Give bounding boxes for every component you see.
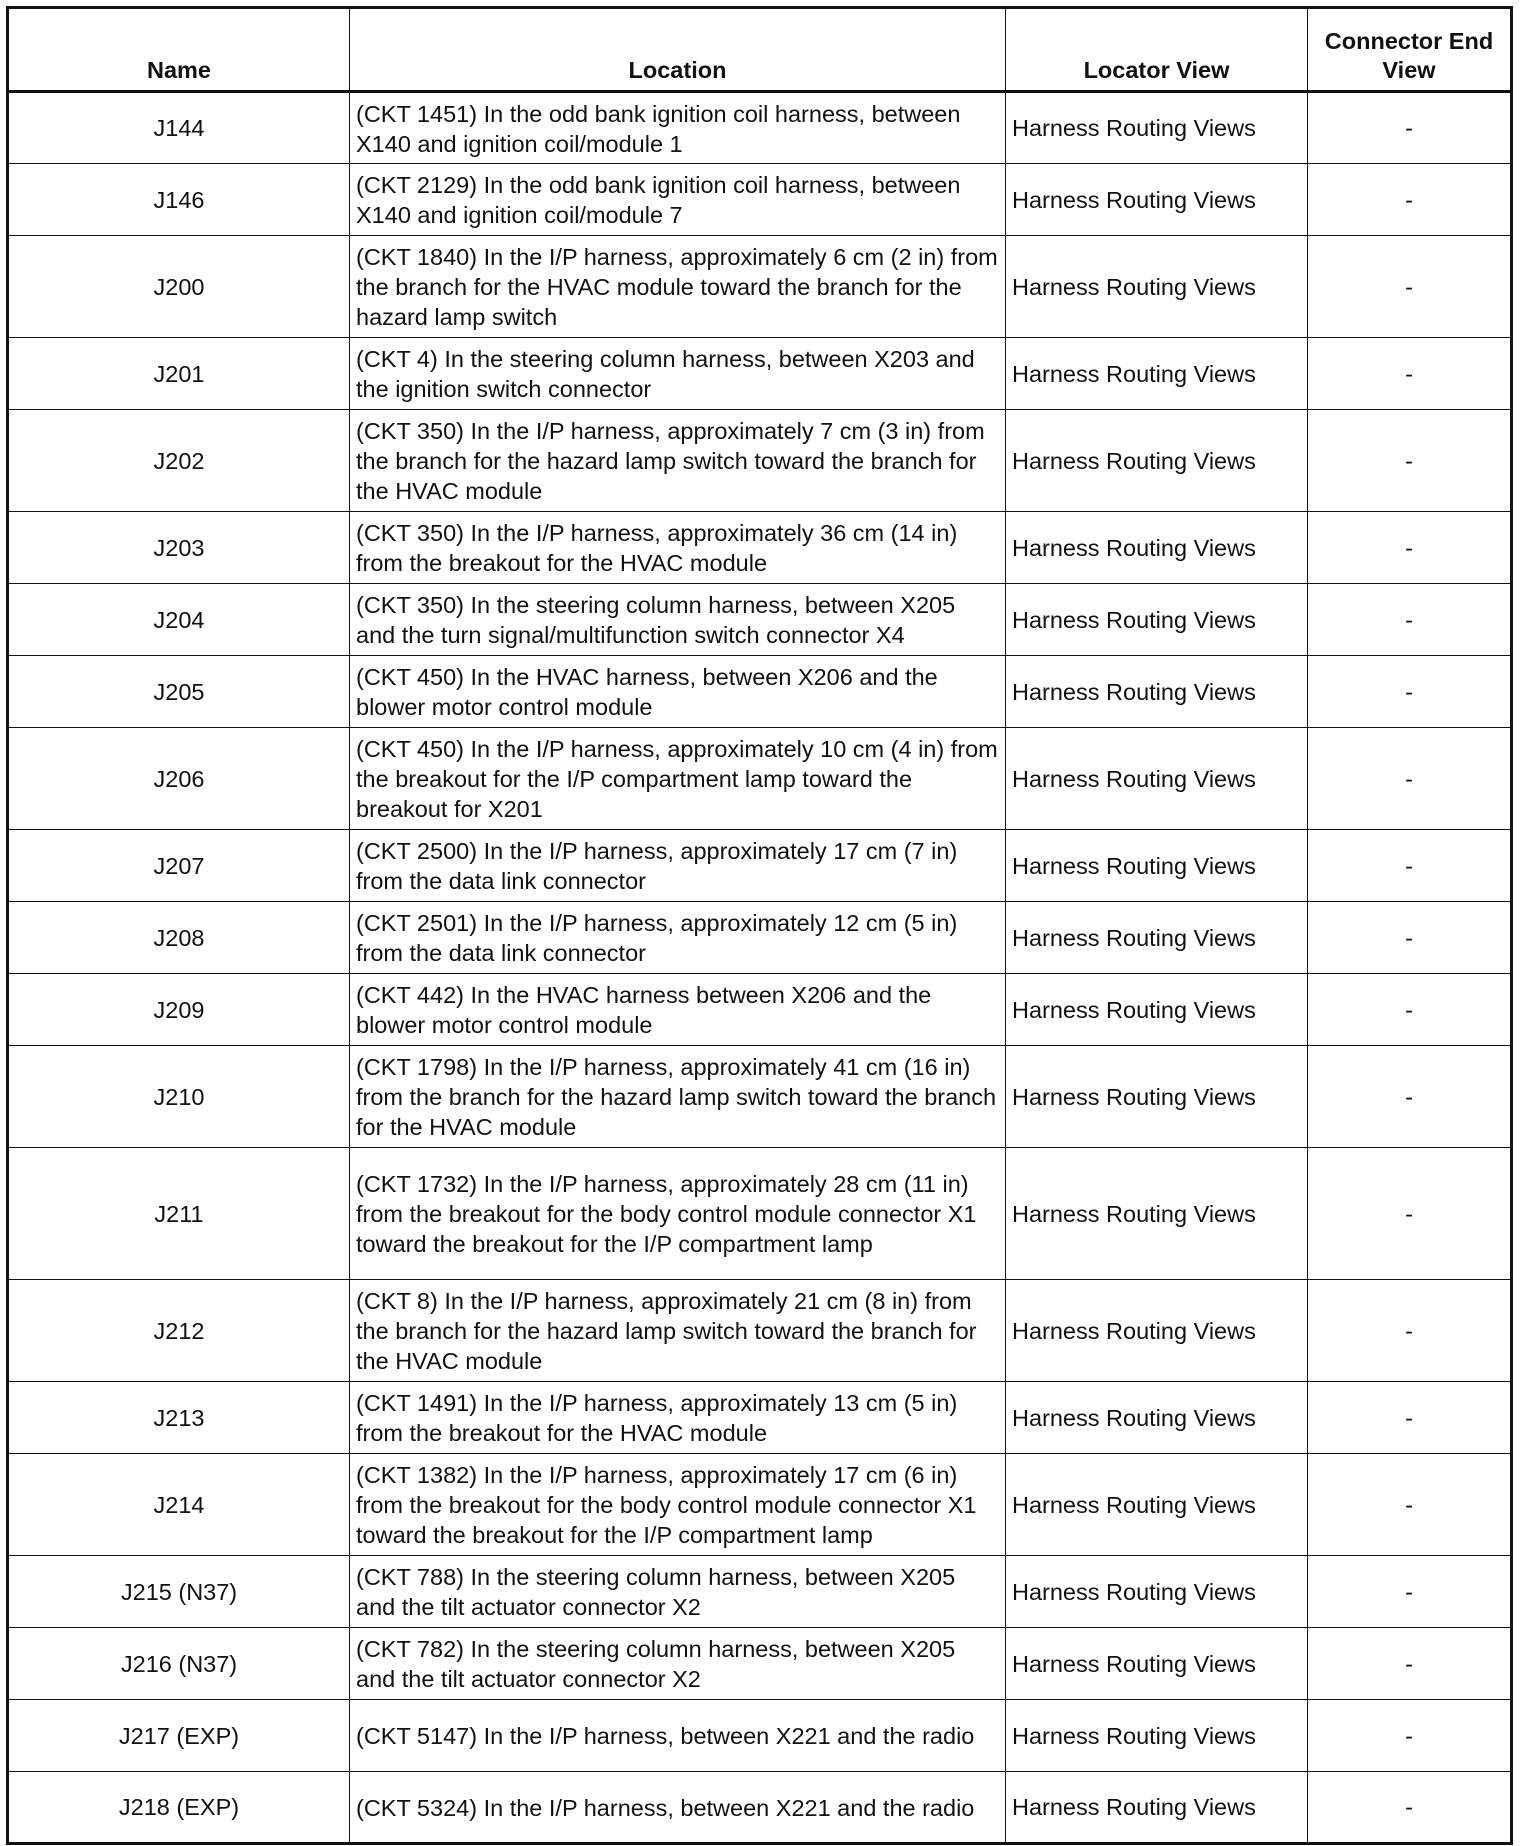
table-row bbox=[8, 902, 1512, 974]
cell-locator-view: Harness Routing Views bbox=[1006, 1700, 1308, 1772]
cell-connector-end-view: - bbox=[1308, 656, 1512, 728]
cell-locator-view: Harness Routing Views bbox=[1006, 410, 1308, 512]
cell-name: J209 bbox=[8, 974, 350, 1046]
table-row bbox=[8, 410, 1512, 512]
cell-location: (CKT 350) In the I/P harness, approximately 36 cm (14 in) from the breakout for the HVAC module bbox=[350, 512, 1006, 584]
cell-name: J200 bbox=[8, 236, 350, 338]
cell-name: J207 bbox=[8, 830, 350, 902]
cell-locator-view: Harness Routing Views bbox=[1006, 584, 1308, 656]
cell-connector-end-view: - bbox=[1308, 1628, 1512, 1700]
cell-location: (CKT 782) In the steering column harness, between X205 and the tilt actuator connector X2 bbox=[350, 1628, 1006, 1700]
cell-location: (CKT 788) In the steering column harness, between X205 and the tilt actuator connector X2 bbox=[350, 1556, 1006, 1628]
cell-connector-end-view: - bbox=[1308, 236, 1512, 338]
cell-connector-end-view: - bbox=[1308, 1700, 1512, 1772]
cell-name: J212 bbox=[8, 1280, 350, 1382]
cell-locator-view: Harness Routing Views bbox=[1006, 236, 1308, 338]
cell-name: J205 bbox=[8, 656, 350, 728]
cell-connector-end-view: - bbox=[1308, 338, 1512, 410]
cell-locator-view: Harness Routing Views bbox=[1006, 1382, 1308, 1454]
cell-connector-end-view: - bbox=[1308, 830, 1512, 902]
cell-name: J216 (N37) bbox=[8, 1628, 350, 1700]
cell-locator-view: Harness Routing Views bbox=[1006, 830, 1308, 902]
table-row bbox=[8, 1148, 1512, 1280]
table-row bbox=[8, 1382, 1512, 1454]
cell-name: J214 bbox=[8, 1454, 350, 1556]
table-row bbox=[8, 92, 1512, 164]
header-name: Name bbox=[8, 8, 350, 92]
cell-connector-end-view: - bbox=[1308, 410, 1512, 512]
table-row bbox=[8, 1700, 1512, 1772]
cell-name: J211 bbox=[8, 1148, 350, 1280]
cell-locator-view: Harness Routing Views bbox=[1006, 164, 1308, 236]
cell-locator-view: Harness Routing Views bbox=[1006, 1046, 1308, 1148]
table-row bbox=[8, 164, 1512, 236]
cell-name: J218 (EXP) bbox=[8, 1772, 350, 1844]
cell-connector-end-view: - bbox=[1308, 584, 1512, 656]
cell-location: (CKT 1798) In the I/P harness, approximately 41 cm (16 in) from the branch for the hazard lamp switch toward the branch for the HVAC module bbox=[350, 1046, 1006, 1148]
cell-connector-end-view: - bbox=[1308, 512, 1512, 584]
table-row bbox=[8, 512, 1512, 584]
cell-name: J215 (N37) bbox=[8, 1556, 350, 1628]
cell-connector-end-view: - bbox=[1308, 1454, 1512, 1556]
cell-locator-view: Harness Routing Views bbox=[1006, 656, 1308, 728]
splice-location-table bbox=[6, 6, 1513, 1845]
cell-locator-view: Harness Routing Views bbox=[1006, 728, 1308, 830]
table-row bbox=[8, 1046, 1512, 1148]
cell-locator-view: Harness Routing Views bbox=[1006, 1454, 1308, 1556]
cell-name: J213 bbox=[8, 1382, 350, 1454]
table-row bbox=[8, 830, 1512, 902]
cell-name: J210 bbox=[8, 1046, 350, 1148]
cell-location: (CKT 1382) In the I/P harness, approximately 17 cm (6 in) from the breakout for the body control module connector X1 toward the breakout for the I/P compartment lamp bbox=[350, 1454, 1006, 1556]
cell-location: (CKT 1732) In the I/P harness, approximately 28 cm (11 in) from the breakout for the body control module connector X1 toward the breakout for the I/P compartment lamp bbox=[350, 1148, 1006, 1280]
table-row bbox=[8, 656, 1512, 728]
cell-location: (CKT 350) In the I/P harness, approximately 7 cm (3 in) from the branch for the hazard lamp switch toward the branch for the HVAC module bbox=[350, 410, 1006, 512]
cell-name: J217 (EXP) bbox=[8, 1700, 350, 1772]
cell-location: (CKT 2500) In the I/P harness, approximately 17 cm (7 in) from the data link connector bbox=[350, 830, 1006, 902]
header-locator-view: Locator View bbox=[1006, 8, 1308, 92]
table-body bbox=[8, 92, 1512, 1844]
table-row bbox=[8, 1628, 1512, 1700]
cell-name: J206 bbox=[8, 728, 350, 830]
cell-connector-end-view: - bbox=[1308, 164, 1512, 236]
table-row bbox=[8, 1454, 1512, 1556]
cell-locator-view: Harness Routing Views bbox=[1006, 1280, 1308, 1382]
cell-connector-end-view: - bbox=[1308, 974, 1512, 1046]
cell-connector-end-view: - bbox=[1308, 1772, 1512, 1844]
table-row bbox=[8, 728, 1512, 830]
cell-location: (CKT 5324) In the I/P harness, between X221 and the radio bbox=[350, 1772, 1006, 1844]
header-location: Location bbox=[350, 8, 1006, 92]
cell-location: (CKT 1840) In the I/P harness, approximately 6 cm (2 in) from the branch for the HVAC module toward the branch for the hazard lamp switch bbox=[350, 236, 1006, 338]
cell-name: J144 bbox=[8, 92, 350, 164]
cell-name: J204 bbox=[8, 584, 350, 656]
cell-connector-end-view: - bbox=[1308, 728, 1512, 830]
cell-name: J202 bbox=[8, 410, 350, 512]
header-row bbox=[8, 8, 1512, 92]
cell-connector-end-view: - bbox=[1308, 1046, 1512, 1148]
cell-location: (CKT 8) In the I/P harness, approximately 21 cm (8 in) from the branch for the hazard lamp switch toward the branch for the HVAC module bbox=[350, 1280, 1006, 1382]
cell-location: (CKT 4) In the steering column harness, between X203 and the ignition switch connector bbox=[350, 338, 1006, 410]
cell-locator-view: Harness Routing Views bbox=[1006, 512, 1308, 584]
cell-location: (CKT 442) In the HVAC harness between X206 and the blower motor control module bbox=[350, 974, 1006, 1046]
cell-connector-end-view: - bbox=[1308, 1148, 1512, 1280]
cell-locator-view: Harness Routing Views bbox=[1006, 1628, 1308, 1700]
cell-name: J208 bbox=[8, 902, 350, 974]
cell-locator-view: Harness Routing Views bbox=[1006, 974, 1308, 1046]
cell-connector-end-view: - bbox=[1308, 1280, 1512, 1382]
cell-locator-view: Harness Routing Views bbox=[1006, 1148, 1308, 1280]
table-row bbox=[8, 236, 1512, 338]
cell-location: (CKT 2129) In the odd bank ignition coil harness, between X140 and ignition coil/module 7 bbox=[350, 164, 1006, 236]
cell-location: (CKT 450) In the HVAC harness, between X206 and the blower motor control module bbox=[350, 656, 1006, 728]
table-row bbox=[8, 1280, 1512, 1382]
table-row bbox=[8, 584, 1512, 656]
table-row bbox=[8, 974, 1512, 1046]
cell-connector-end-view: - bbox=[1308, 1382, 1512, 1454]
cell-locator-view: Harness Routing Views bbox=[1006, 338, 1308, 410]
cell-name: J146 bbox=[8, 164, 350, 236]
cell-locator-view: Harness Routing Views bbox=[1006, 1556, 1308, 1628]
table-row bbox=[8, 338, 1512, 410]
cell-name: J201 bbox=[8, 338, 350, 410]
table-row bbox=[8, 1556, 1512, 1628]
cell-location: (CKT 450) In the I/P harness, approximately 10 cm (4 in) from the breakout for the I/P compartment lamp toward the breakout for X201 bbox=[350, 728, 1006, 830]
cell-locator-view: Harness Routing Views bbox=[1006, 1772, 1308, 1844]
cell-connector-end-view: - bbox=[1308, 902, 1512, 974]
cell-locator-view: Harness Routing Views bbox=[1006, 92, 1308, 164]
cell-location: (CKT 1451) In the odd bank ignition coil harness, between X140 and ignition coil/module 1 bbox=[350, 92, 1006, 164]
cell-connector-end-view: - bbox=[1308, 92, 1512, 164]
cell-name: J203 bbox=[8, 512, 350, 584]
cell-location: (CKT 2501) In the I/P harness, approximately 12 cm (5 in) from the data link connector bbox=[350, 902, 1006, 974]
cell-location: (CKT 350) In the steering column harness, between X205 and the turn signal/multifunction switch connector X4 bbox=[350, 584, 1006, 656]
cell-location: (CKT 5147) In the I/P harness, between X221 and the radio bbox=[350, 1700, 1006, 1772]
header-connector-end-view: Connector End View bbox=[1308, 8, 1512, 92]
cell-locator-view: Harness Routing Views bbox=[1006, 902, 1308, 974]
cell-location: (CKT 1491) In the I/P harness, approximately 13 cm (5 in) from the breakout for the HVAC module bbox=[350, 1382, 1006, 1454]
cell-connector-end-view: - bbox=[1308, 1556, 1512, 1628]
table-row bbox=[8, 1772, 1512, 1844]
